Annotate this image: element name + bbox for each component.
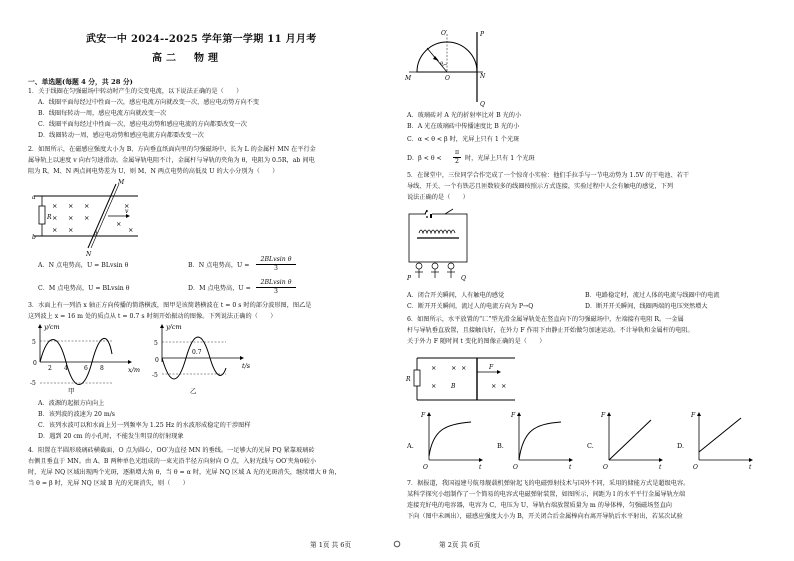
svg-text:×: × [68,226,74,234]
svg-text:A.: A. [407,442,414,450]
fig-b-tick: 0.7 [192,349,202,356]
label-theta2: θ [440,61,444,67]
label-theta: θ [94,231,98,237]
label-o: O [445,75,450,82]
fig-b-origin: 0 [155,357,159,364]
svg-text:×: × [68,214,74,222]
graph-c [587,410,667,470]
svg-text:t: t [569,464,572,471]
fig-a-origin: 0 [33,360,37,367]
q6-line-2: 杆与导轨垂直放置，且接触良好，在外力 F 作用下由静止开始做匀加速运动。不计导轨和金属杆的电阻。 [407,327,694,334]
q2-line-1: 2．如图所示，在磁感应强度大小为 B、方向垂直纸面向里的匀强磁场中，长为 L 的金属杆 MN 在平行金 [28,146,316,153]
svg-text:C.: C. [587,442,594,450]
fig-a-tick-6: 6 [84,365,88,372]
q5-option-b: B．电路稳定时，流过人体的电流与线圈中的电流 [585,292,720,299]
q5-option-c: C．断开开关瞬间，流过人的电流方向为 P→Q [407,303,534,310]
q2-option-d: D．M 点电势高，U = [188,285,251,292]
q3-option-c: C．该列水波可以和水面上另一列频率为 1.25 Hz 的水波形成稳定的干涉图样 [38,422,251,429]
q2-figure [28,180,148,256]
label-n2: N [480,73,486,80]
svg-text:×: × [52,226,58,234]
fig-a-tick-2: 2 [48,365,52,372]
q1-stem: 1．关于线圈在匀强磁场中转动时产生的交变电流，以下说法正确的是（ ） [28,88,243,95]
svg-text:B.: B. [497,442,504,450]
fig-a-tick-4: 4 [64,365,68,372]
svg-text:O: O [693,464,698,471]
svg-text:D.: D. [677,442,685,450]
svg-text:×: × [461,364,467,372]
graph-d [677,410,757,470]
label-a: a [32,194,36,201]
q1-option-d: D．线圈转动一周，感应电动势和感应电流方向都要改变一次 [38,132,204,139]
q1-option-c: C．线圈平面每经过中性面一次，感应电动势和感应电流的方向都要改变一次 [38,121,247,128]
svg-text:×: × [431,364,437,372]
q3-line-2: 这列波上 x = 16 m 处的质点从 t = 0.7 s 时刻开始振动的图像。下列说法正确的（ ） [28,313,277,320]
q3-line-1: 3．水面上有一列沿 x 轴正方向传播的简谐横波，图甲是该简谐横波在 t = 0 s 时的部分波形图，图乙是 [28,302,312,309]
q4-pi-den: 2 [455,158,459,165]
svg-text:×: × [52,202,58,210]
fig-a-top: 5 [32,339,36,346]
q4-option-d-tail: 时，光屏上只有 1 个光斑 [465,155,535,162]
subject-title: 高二 物理 [152,53,222,64]
q6-line-3: 关于外力 F 随时间 t 变化的图像正确的是（ ） [407,338,546,345]
svg-text:F: F [691,412,696,419]
q5-line-2: 导线、开关、一个有铁芯且匝数较多的线圈按照示方式连接，实验过程中人会有触电的感觉，下列 [407,183,674,190]
q2-option-c: C．M 点电势高，U = BLvsin θ [38,285,130,292]
label-n: N [86,251,92,258]
q7-line-4: 下向（图中未画出），磁感应强度大小为 B，开关闭合后金属棒向右离开导轨后水平射出，若某次试验 [407,513,683,520]
svg-text:×: × [52,214,58,222]
q2-line-2: 属导轨上以速度 v 向右匀速滑动。金属导轨电阻不计，金属杆与导轨的夹角为 θ，电阻为 0.5R，ab 间电 [28,157,315,164]
svg-text:F: F [601,412,606,419]
fig-a-caption: 甲 [68,387,75,395]
q4-figure [403,30,493,110]
svg-text:F: F [511,412,516,419]
label-p2: P [407,275,412,282]
q4-line-2: 右侧且垂直于 MN。由 A、B 两种单色光组成的一束光沿半径方向射向 O 点，入射光线与 OO′夹角θ较小 [28,458,317,465]
q3-option-d: D．遇到 20 cm 的小孔时，不能发生明显的衍射现象 [38,433,184,440]
q3-figure-b [152,322,252,394]
svg-text:F: F [421,412,426,419]
fig-b-xlabel: t/s [242,362,251,370]
fig-b-bottom: -5 [152,372,158,379]
fig-a-ylabel: y/cm [44,323,60,331]
svg-text:×: × [84,202,90,210]
field-crosses-2 [431,364,506,390]
svg-text:×: × [491,382,497,390]
label-m: M [118,179,125,186]
page-2-footer: 第 2页 共 6页 [439,541,481,549]
svg-text:×: × [431,382,437,390]
page-1-footer: 第 1页 共 6页 [310,541,352,549]
q1-option-a: A．线圈平面每经过中性面一次，感应电流方向就改变一次，感应电动势方向不变 [38,99,260,106]
label-r2: R [406,376,411,383]
q3-figure-a [28,322,146,394]
svg-text:O: O [513,464,518,471]
svg-text:t: t [479,464,482,471]
resistor-r2 [414,370,420,386]
svg-text:t: t [659,464,662,471]
q2-d-frac-den: 3 [274,288,278,295]
label-o-prime: O′ [441,30,448,37]
svg-text:×: × [68,202,74,210]
fig-a-bottom: -5 [30,380,36,387]
q4-pi-num: π [454,149,460,156]
q4-option-c: C．α < θ < β 时，光屏上只有 1 个光斑 [407,136,520,143]
svg-text:t: t [749,464,752,471]
label-p: P [480,31,485,38]
resistor-r [39,206,45,224]
exam-title: 武安一中 2024--2025 学年第一学期 11 月月考 [86,34,317,45]
label-v: v [125,208,129,215]
q5-option-d: D．断开开关瞬间，线圈两端的电压突然增大 [585,303,708,310]
svg-text:O: O [603,464,608,471]
svg-text:×: × [128,226,134,234]
page-2 [397,0,794,561]
fig-b-ylabel: y/cm [166,323,182,331]
graph-b [497,410,577,470]
graph-a [407,410,487,470]
svg-text:O: O [423,464,428,471]
q2-d-frac-num: 2BLvsin θ [256,279,296,288]
q2-b-frac-den: 3 [274,265,278,272]
q5-line-1: 5．在课堂中，三位同学合作完成了一个惊奇小实验：他们手拉手与一节电动势为 1.5V 的干电池、若干 [407,172,690,179]
q2-option-a: A．N 点电势高，U = BLvsin θ [38,262,129,269]
svg-text:×: × [451,364,457,372]
q4-option-d: D．β < θ < [407,155,442,162]
q5-option-a: A．闭合开关瞬间，人有触电的感觉 [407,292,505,299]
q4-line-1: 4．阳置在半圆形玻璃砖横截面，O 点为圆心，OO′为直径 MN 的垂线。一足够大的光屏 PQ 紧靠玻璃砖 [28,447,315,454]
q6-figure [405,352,525,406]
label-f: F [489,364,494,371]
q2-b-frac-num: 2BLvsin θ [256,256,296,265]
q7-line-3: 连接充好电的电容器，电容为 C，电压为 U，导轨右端放置质量为 m 的导体棒，匀强磁场竖直向 [407,502,672,509]
q3-option-a: A．波源的起振方向向上 [38,400,105,407]
q4-line-3: 时，光屏 NQ 区域出现两个光斑，逐渐增大角 θ，当 θ = α 时，光屏 NQ 区域 A 光的光斑消失，继续增大 θ 角， [28,469,341,476]
label-b2: B [451,383,456,390]
section-heading: 一、单选题(每题 4 分，共 28 分) [28,78,133,86]
q4-option-b: B．A 光在玻璃砖中传播速度比 B 光的小 [407,123,520,130]
people [415,263,455,278]
q5-figure [405,206,485,286]
fig-a-tick-8: 8 [100,365,104,372]
q4-option-a: A．玻璃砖对 A 光的折射率比对 B 光的小 [407,112,522,119]
q2-line-3: 阻为 R，M、N 两点间电势差为 U，则 M、N 两点电势的高低及 U 的大小分别为（ ） [28,168,279,175]
label-b: b [32,234,36,241]
label-q: Q [480,101,485,108]
q2-option-b: B．N 点电势高，U = [188,262,250,269]
fig-b-top: 5 [154,340,158,347]
q1-option-b: B．线圈每转动一周，感应电流方向就改变一次 [38,110,167,117]
q7-line-2: 某科学探究小组制作了一个简易的电容式电磁弹射装置，如图所示，间距为 l 的水平平行金属导轨左端 [407,491,686,498]
q4-line-4: 当 θ = β 时，光屏 NQ 区域 B 光的光斑消失，则（ ） [28,480,189,487]
q5-line-3: 说法正确的是（ ） [407,194,469,201]
fig-b-caption: 乙 [190,387,197,395]
label-r: R [47,214,52,221]
label-m2: M [405,75,412,82]
svg-text:×: × [84,214,90,222]
q7-line-1: 7．据报道，我国福建号航母舰载机弹射起飞的电磁弹射技术与国外不同，采用的储能方式是超级电容。 [407,480,690,487]
fig-a-xlabel: x/m [128,366,141,374]
switch [445,209,453,214]
q6-line-1: 6．如图所示，水平放置的“匚”型光滑金属导轨处在竖直向下的匀强磁场中，左端接有电阻 R。一金属 [407,316,684,323]
label-q2: Q [461,275,466,282]
svg-text:×: × [124,202,130,210]
q3-option-b: B．该列波的波速为 20 m/s [38,411,115,418]
svg-text:×: × [501,382,507,390]
field-crosses [52,202,133,234]
svg-text:×: × [116,220,122,228]
